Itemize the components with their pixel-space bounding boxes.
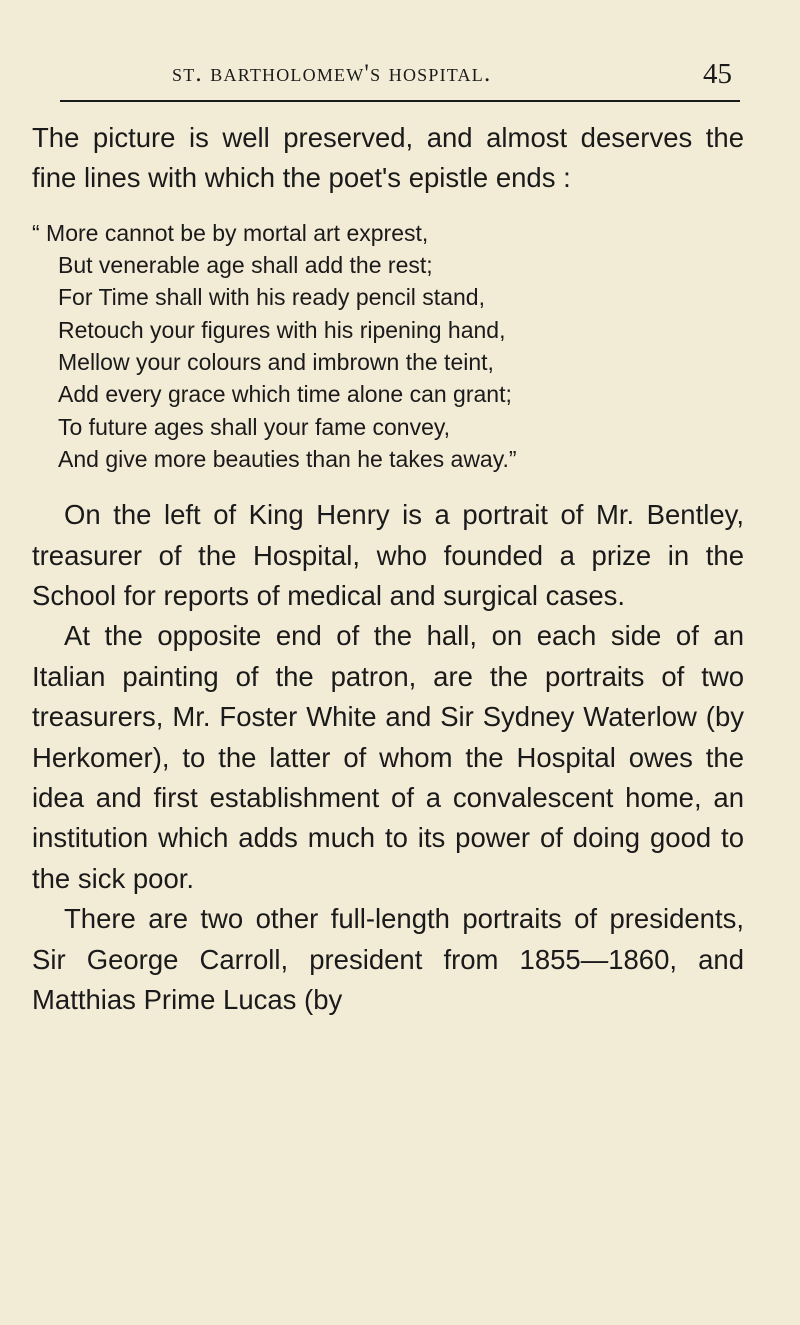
header-rule bbox=[60, 100, 740, 102]
poem-line: Mellow your colours and imbrown the teint, bbox=[58, 349, 494, 375]
body-paragraph: At the opposite end of the hall, on each side of an Italian painting of the patron, are the portraits of two treasurers, Mr. Foster White and Sir Sydney Waterlow (by Herkomer), to the latter of whom the Hospital owes the idea and first establishment of a convalescent home, an institution which adds much to its power of doing good to the sick poor. bbox=[32, 620, 744, 894]
body-paragraph: There are two other full-length portraits of presidents, Sir George Carroll, president from 1855—1860, and Matthias Prime Lucas (by bbox=[32, 903, 744, 1016]
poem-line: Add every grace which time alone can grant; bbox=[58, 381, 512, 408]
poem-line: To future ages shall your fame convey, bbox=[58, 413, 451, 440]
running-header bbox=[172, 52, 732, 102]
page-number: 45 bbox=[703, 58, 732, 90]
body-paragraph: On the left of King Henry is a portrait of Mr. Bentley, treasurer of the Hospital, who founded a prize in the School for reports of medical and surgical cases. bbox=[32, 499, 744, 611]
poem-line: “ More cannot be by mortal art exprest, bbox=[32, 219, 429, 246]
poem-line: But venerable age shall add the rest; bbox=[58, 252, 433, 279]
poem-line: And give more beauties than he takes away.” bbox=[58, 445, 517, 472]
poem-quotation bbox=[32, 217, 744, 475]
page-body bbox=[32, 118, 744, 1020]
intro-paragraph: The picture is well preserved, and almost deserves the fine lines with which the poet's epistle ends : bbox=[32, 122, 744, 194]
running-head-title: st. bartholomew's hospital. bbox=[172, 60, 492, 87]
poem-line: Retouch your figures with his ripening hand, bbox=[58, 316, 506, 343]
poem-line: For Time shall with his ready pencil stand, bbox=[58, 284, 485, 311]
